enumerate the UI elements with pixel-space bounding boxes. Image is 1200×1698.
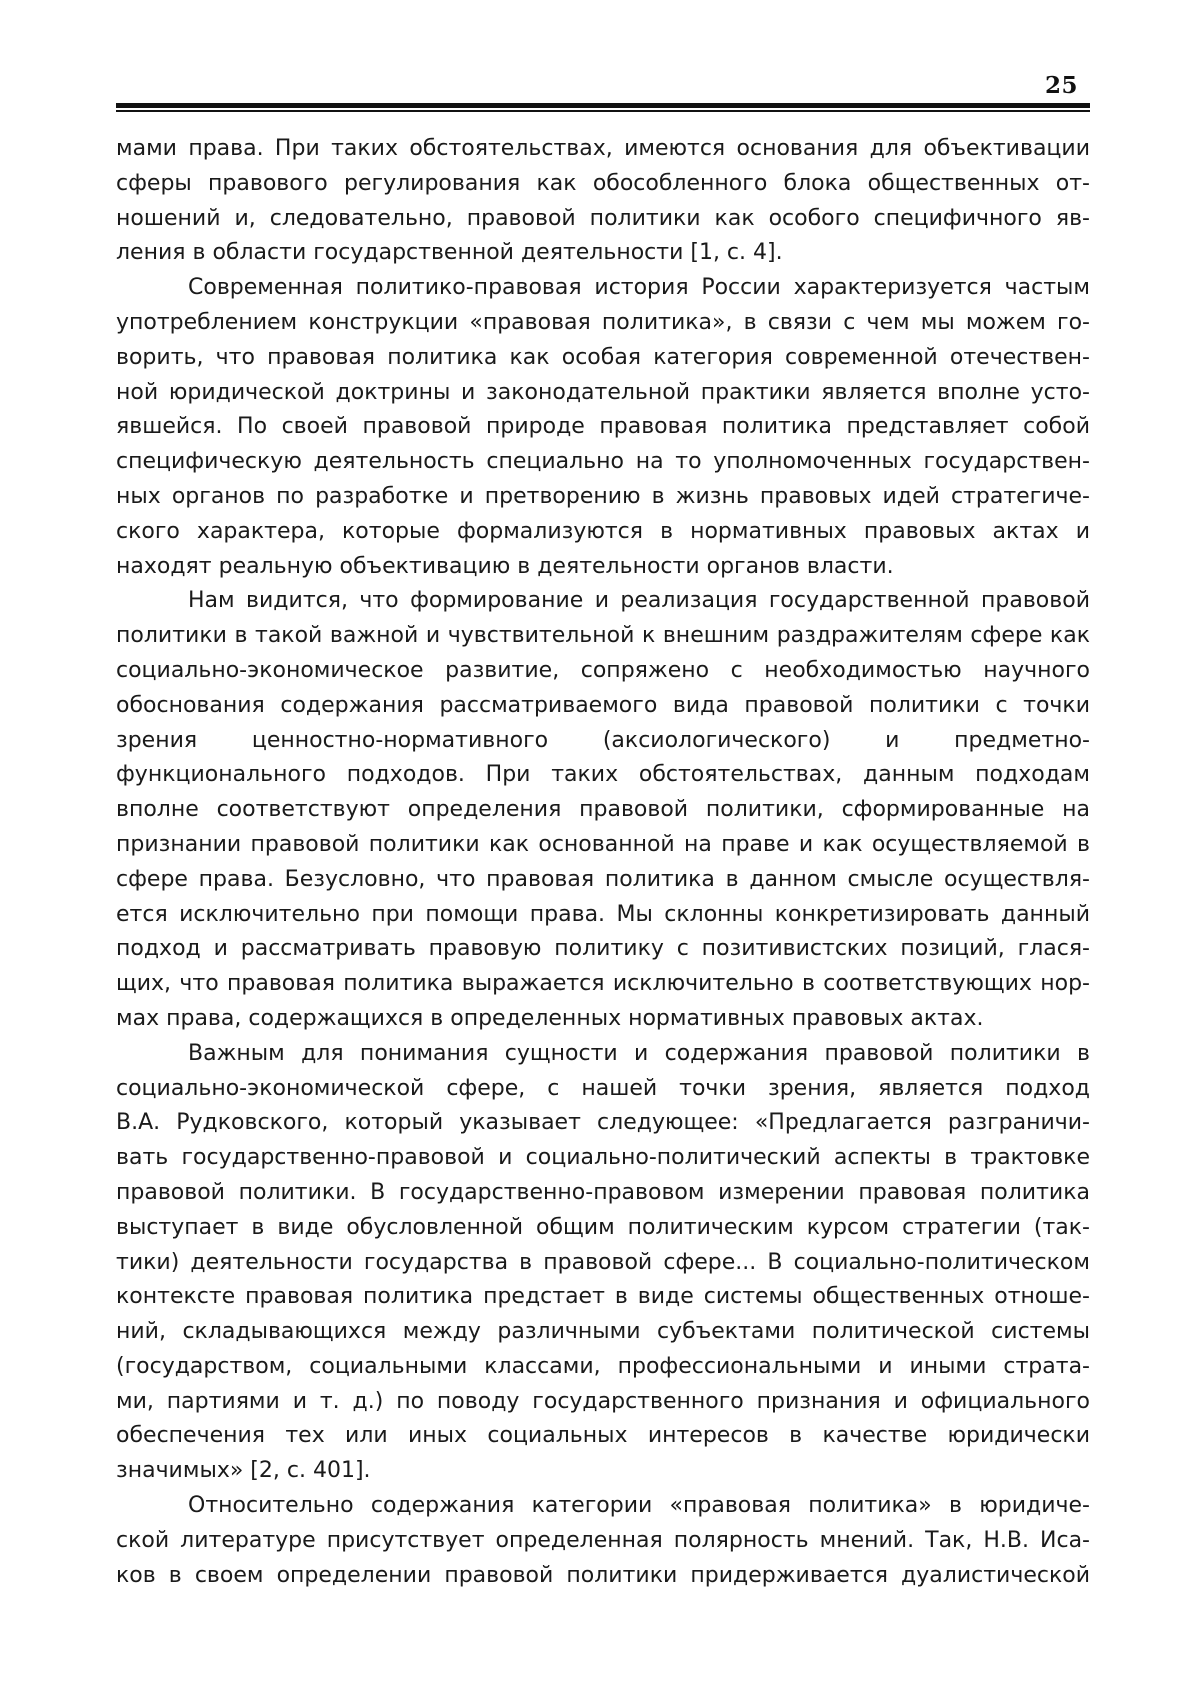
- text-line: (государством, социальными классами, профессиональными и иными страта-: [116, 1353, 1090, 1379]
- text-line: выступает в виде обусловленной общим политическим курсом стратегии (так-: [116, 1214, 1090, 1240]
- body-text: [116, 132, 1090, 1593]
- text-line: политики в такой важной и чувствительной к внешним раздражителям сфере как: [116, 623, 1090, 649]
- text-line: сфере права. Безусловно, что правовая политика в данном смысле осуществля-: [116, 866, 1090, 892]
- text-line: ворить, что правовая политика как особая категория современной отечествен-: [116, 344, 1090, 370]
- text-line: вать государственно-правовой и социально-политический аспекты в трактовке: [116, 1145, 1090, 1171]
- text-line: мах права, содержащихся в определенных нормативных правовых актах.: [116, 1005, 984, 1031]
- text-line: Важным для понимания сущности и содержания правовой политики в: [188, 1040, 1090, 1066]
- text-line: ской литературе присутствует определенная полярность мнений. Так, Н.В. Иса-: [116, 1527, 1090, 1553]
- text-line: ков в своем определении правовой политики придерживается дуалистической: [116, 1562, 1090, 1588]
- text-line: функционального подходов. При таких обстоятельствах, данным подходам: [116, 762, 1090, 788]
- text-line: социально-экономическое развитие, сопряжено с необходимостью научного: [116, 657, 1090, 683]
- text-line: тики) деятельности государства в правовой сфере... В социально-политическом: [116, 1249, 1090, 1275]
- text-line: ных органов по разработке и претворению в жизнь правовых идей стратегиче-: [116, 483, 1090, 509]
- text-line: мами права. При таких обстоятельствах, имеются основания для объективации: [116, 136, 1090, 161]
- text-line: признании правовой политики как основанной на праве и как осуществляемой в: [116, 831, 1090, 857]
- text-line: социально-экономической сфере, с нашей точки зрения, является подход: [116, 1075, 1090, 1101]
- text-line: ления в области государственной деятельности [1, с. 4].: [116, 240, 783, 266]
- text-line: Современная политико-правовая история России характеризуется частым: [188, 275, 1090, 301]
- paragraph: [116, 1489, 1090, 1593]
- text-line: контексте правовая политика предстает в виде системы общественных отноше-: [116, 1284, 1090, 1310]
- text-line: зрения ценностно-нормативного (аксиологического) и предметно-: [116, 727, 1090, 753]
- header-rule-thick: [116, 103, 1090, 108]
- text-line: сферы правового регулирования как обособленного блока общественных от-: [116, 170, 1090, 196]
- text-line: В.А. Рудковского, который указывает следующее: «Предлагается разграничи-: [116, 1110, 1090, 1136]
- page-header: [116, 72, 1090, 112]
- text-line: обоснования содержания рассматриваемого вида правовой политики с точки: [116, 692, 1090, 718]
- page-number: 25: [1044, 72, 1078, 99]
- text-line: подход и рассматривать правовую политику с позитивистских позиций, глася-: [116, 936, 1090, 962]
- text-line: ского характера, которые формализуются в нормативных правовых актах и: [116, 518, 1090, 544]
- text-line: ношений и, следовательно, правовой политики как особого специфичного яв-: [116, 205, 1090, 231]
- text-line: правовой политики. В государственно-правовом измерении правовая политика: [116, 1179, 1090, 1205]
- text-line: ний, складывающихся между различными субъектами политической системы: [116, 1319, 1090, 1345]
- text-line: ной юридической доктрины и законодательной практики является вполне усто-: [116, 379, 1090, 405]
- paragraph: [116, 584, 1090, 1036]
- text-line: Относительно содержания категории «правовая политика» в юридиче-: [188, 1493, 1090, 1519]
- text-line: значимых» [2, с. 401].: [116, 1458, 371, 1484]
- text-line: ми, партиями и т. д.) по поводу государственного признания и официального: [116, 1388, 1090, 1414]
- text-line: ется исключительно при помощи права. Мы склонны конкретизировать данный: [116, 901, 1090, 927]
- header-rule-thin: [116, 110, 1090, 112]
- text-line: употреблением конструкции «правовая политика», в связи с чем мы можем го-: [116, 309, 1090, 335]
- text-line: находят реальную объективацию в деятельности органов власти.: [116, 553, 894, 579]
- paragraph: [116, 271, 1090, 584]
- text-line: обеспечения тех или иных социальных интересов в качестве юридически: [116, 1423, 1090, 1449]
- text-line: специфическую деятельность специально на то уполномоченных государствен-: [116, 449, 1090, 475]
- text-line: явшейся. По своей правовой природе правовая политика представляет собой: [116, 414, 1090, 440]
- text-line: вполне соответствуют определения правовой политики, сформированные на: [116, 797, 1090, 823]
- text-line: Нам видится, что формирование и реализация государственной правовой: [188, 588, 1090, 614]
- paragraph: [116, 132, 1090, 271]
- text-line: щих, что правовая политика выражается исключительно в соответствующих нор-: [116, 971, 1090, 997]
- paragraph: [116, 1037, 1090, 1489]
